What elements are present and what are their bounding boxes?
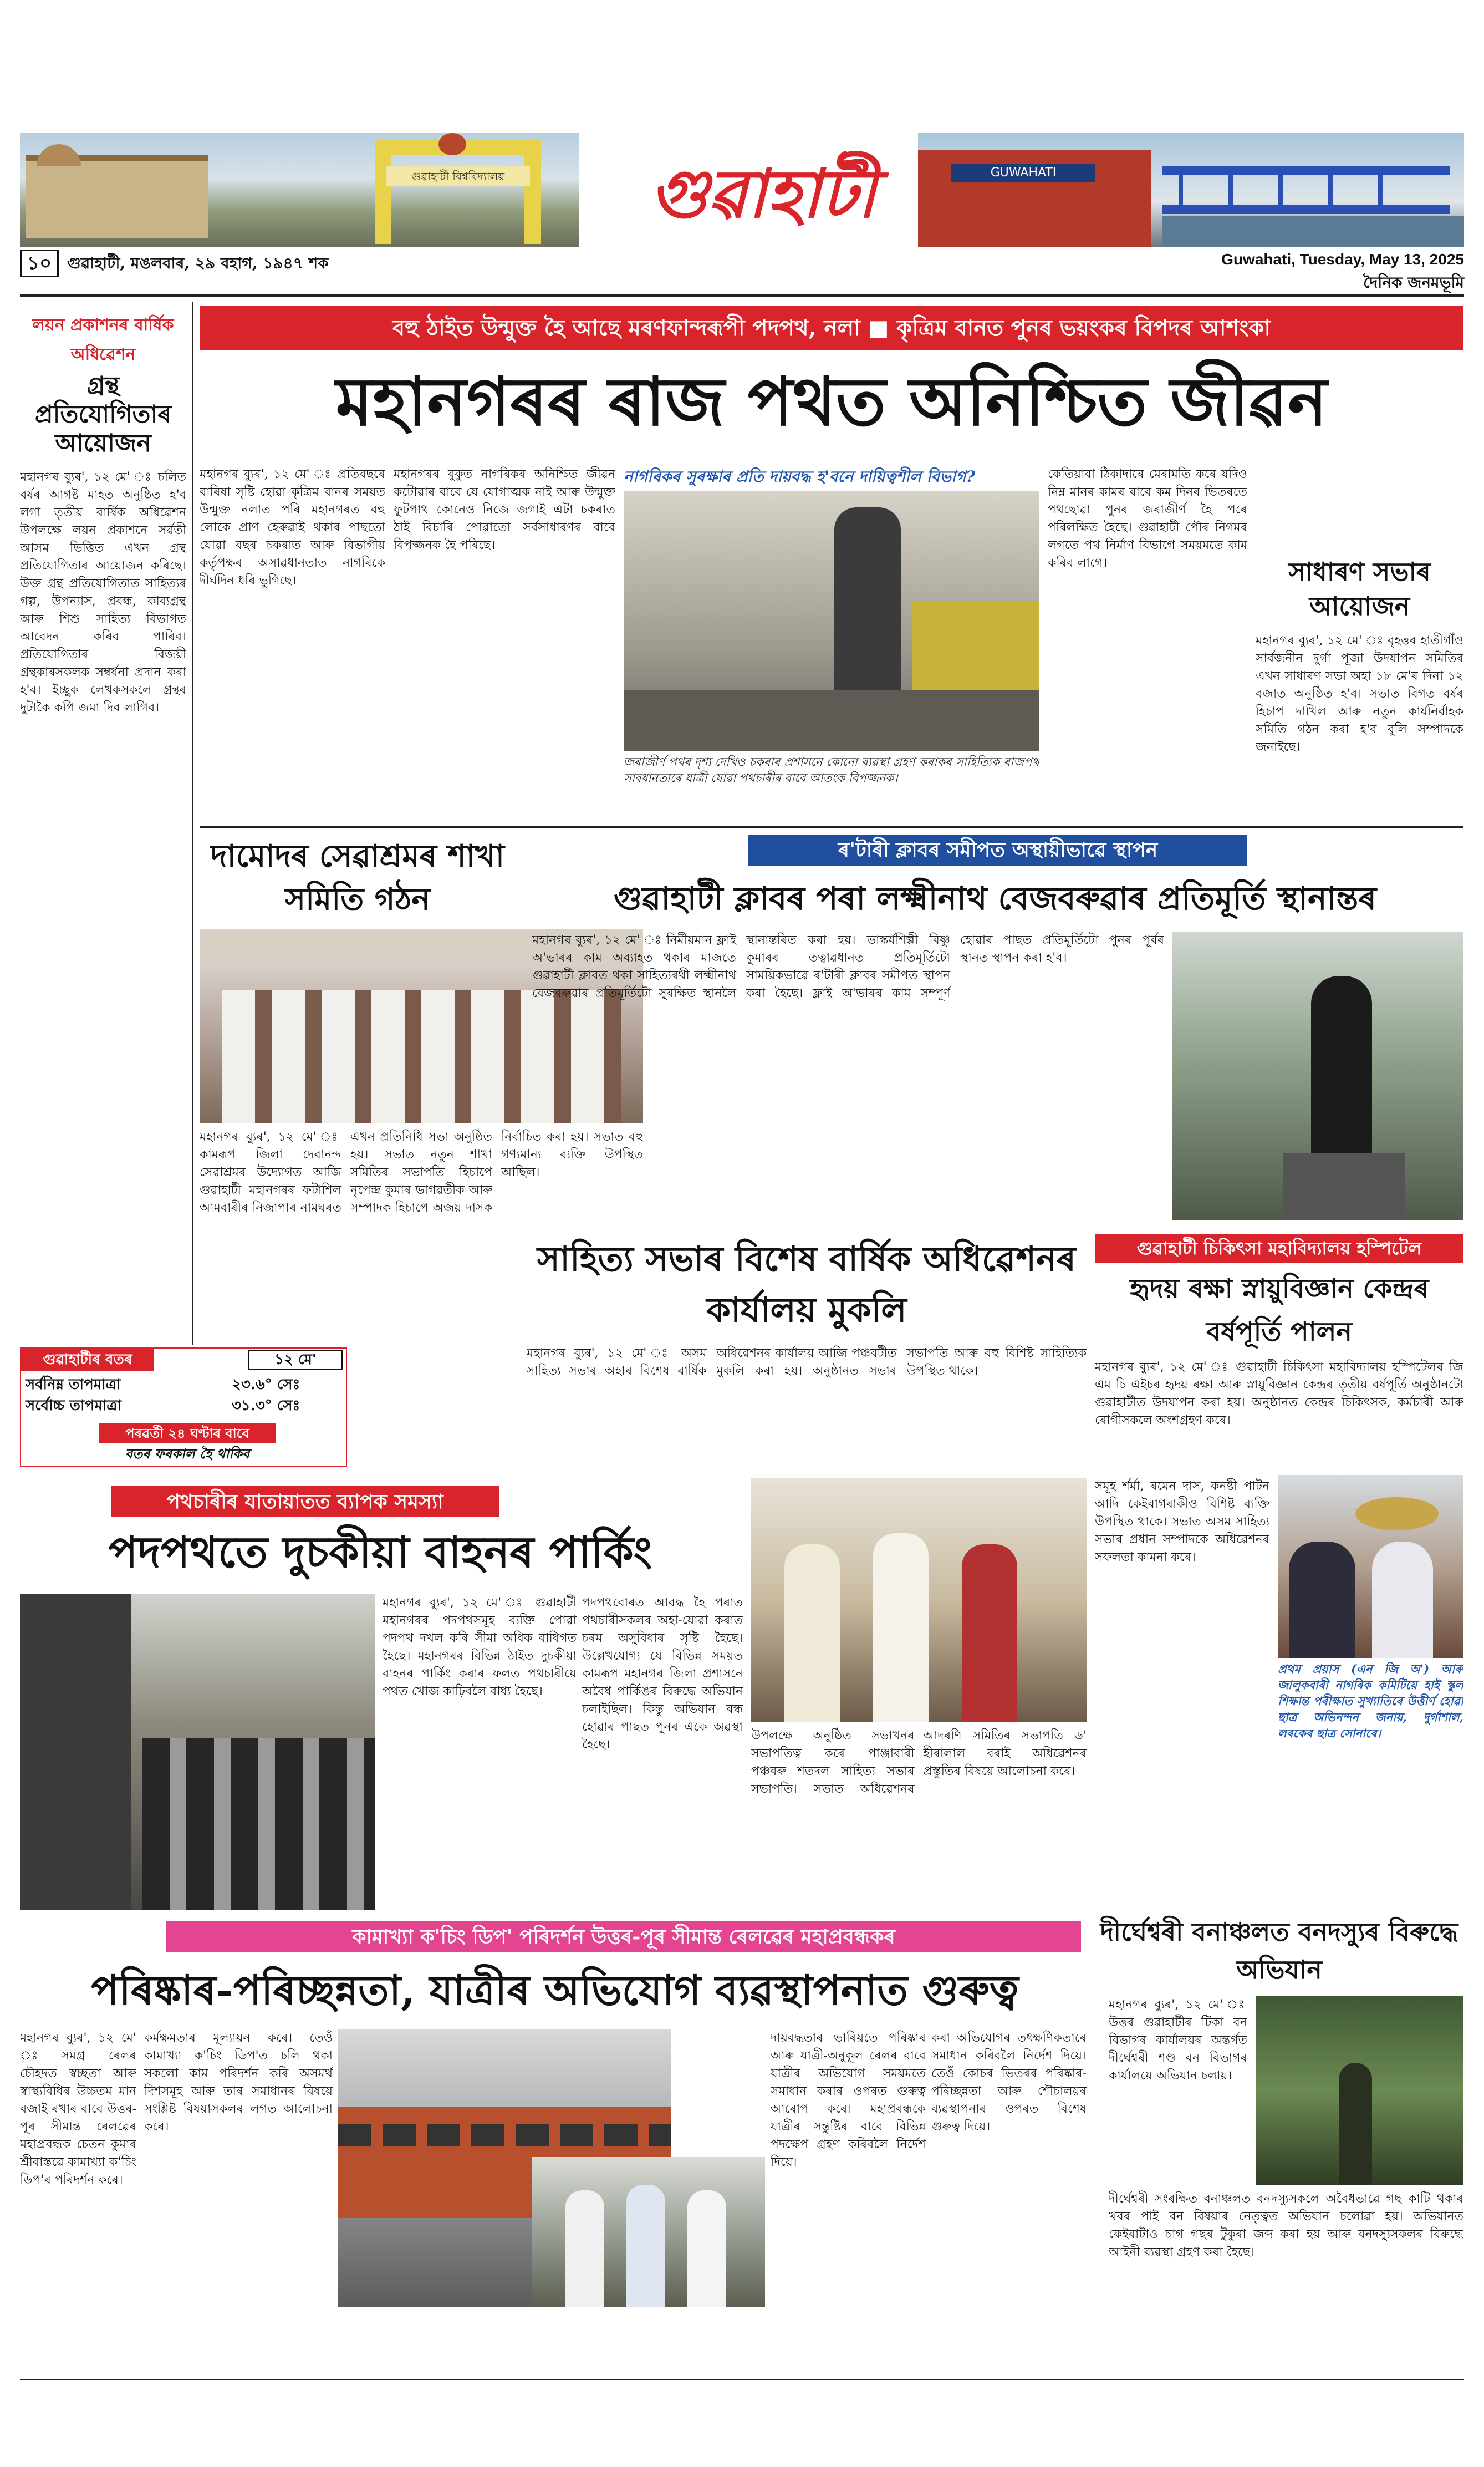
railway-body-2: কৰ্মক্ষমতাৰ মূল্যায়ন কৰে। তেওঁ কামাখ্যা ক'চিং ডিপ'ত চলি থকা সকলো কাম পৰিদৰ্শন কৰি অসমৰ্থ দিশসমূহ আৰু তাৰ সমাধানৰ বিষয়ে সংশ্লিষ্ট বিষয়াসকলৰ লগত আলোচনা কৰে। <box>144 2031 333 2134</box>
paper-name: দৈনিক জনমভূমি <box>1363 273 1464 292</box>
left-headline: গ্ৰন্থ প্ৰতিযোগিতাৰ আয়োজন <box>34 372 172 457</box>
meeting-headline: সাধাৰণ সভাৰ আয়োজন <box>1288 557 1431 621</box>
traffic-body-1: মহানগৰ ব্যুৰ', ১২ মে' ঃ গুৱাহাটী মহানগৰৰ পদপথসমূহ ব্যক্তি পোৱা পদপথ দখল কৰি সীমা অধিক বাধিগত হৈছে। মহানগৰৰ বিভিন্ন ঠাইত দুচকীয়া বাহনৰ পাৰ্কিং কৰাৰ ফলত পথচাৰীয়ে পথত খোজ কাঢ়িবলৈ বাধ্য হৈছে। <box>383 1596 577 1698</box>
railway-photo-officials <box>532 2157 765 2307</box>
top-banner: বহু ঠাইত উন্মুক্ত হৈ আছে মৰণফান্দৰূপী পদপথ, নলা ■ কৃত্ৰিম বানত পুনৰ ভয়ংকৰ বিপদৰ আশংকা <box>200 306 1463 350</box>
traffic-body-2: পদপথবোৰত আবদ্ধ হৈ পৰাত পথচাৰীসকলৰ অহা-যোৱা কৰাত চৰম অসুবিধাৰ সৃষ্টি হৈছে। উল্লেখযোগ্য যে বিভিন্ন সময়ত কামৰূপ মহানগৰ জিলা প্ৰশাসনে অবৈধ পাৰ্কিঙৰ বিৰুদ্ধে অভিযান চলাইছিল। কিন্তু অভিযান বন্ধ হোৱাৰ পাছত পুনৰ একে অৱস্থা হৈছে। <box>582 1596 743 1752</box>
masthead-gate-photo <box>20 133 579 247</box>
weather-max-label: সৰ্বোচ্চ তাপমাত্ৰা <box>26 1397 121 1414</box>
weather-min-label: সৰ্বনিম্ন তাপমাত্ৰা <box>26 1376 121 1393</box>
weather-title: গুৱাহাটীৰ বতৰ <box>21 1349 154 1371</box>
weather-date: ১২ মে' <box>248 1350 343 1370</box>
hospital-photo <box>1278 1475 1463 1658</box>
masthead <box>20 133 1464 299</box>
weather-max-value: ৩১.৩° সেঃ <box>232 1397 300 1414</box>
masthead-rule <box>20 294 1464 297</box>
railway-headline: পৰিষ্কাৰ-পৰিচ্ছন্নতা, যাত্ৰীৰ অভিযোগ ব্যৱস্থাপনাত গুৰুত্ব <box>91 1967 1019 2015</box>
hospital-headline: হৃদয় ৰক্ষা স্নায়ুবিজ্ঞান কেন্দ্ৰৰ বৰ্ষপূৰ্তি পালন <box>1129 1273 1429 1347</box>
club-tag: ৰ'টাৰী ক্লাবৰ সমীপত অস্থায়ীভাৱে স্থাপন <box>748 835 1247 866</box>
traffic-headline: পদপথতে দুচকীয়া বাহনৰ পাৰ্কিং <box>108 1527 652 1578</box>
forest-body-2: দীৰ্ঘেশ্বৰী সংৰক্ষিত বনাঞ্চলত বনদস্যুসকলে অবৈধভাৱে গছ কাটি থকাৰ খবৰ পাই বন বিষয়াৰ নেতৃত্বত অভিযান চলোৱা হয়। অভিযানত কেইবাটাও চাগ গছৰ টুকুৰা জব্দ কৰা হয় আৰু বনদস্যুসকলৰ বিৰুদ্ধে আইনী ব্যৱস্থা গ্ৰহণ কৰা হৈছে। <box>1109 2192 1463 2259</box>
lead-rule <box>200 826 1463 828</box>
traffic-photo <box>20 1594 375 1910</box>
hospital-caption: প্ৰথম প্ৰয়াস (এন জি অ') আৰু জালুকবাৰী নাগৰিক কমিটিয়ে হাই স্কুল শিক্ষান্ত পৰীক্ষাত সুখ্যাতিৰে উত্তীৰ্ণ হোৱা ছাত্ৰ অভিনন্দন জনায়, দুৰ্গাশাল, লৰকেৰ ছাত্ৰ সোনাৰে। <box>1278 1662 1463 1740</box>
dateline: গুৱাহাটী, মঙলবাৰ, ২৯ বহাগ, ১৯৪৭ শক <box>67 254 329 272</box>
lead-kicker: নাগৰিকৰ সুৰক্ষাৰ প্ৰতি দায়বদ্ধ হ'বনে দায়িত্বশীল বিভাগ? <box>624 467 975 486</box>
station-sign: GUWAHATI <box>951 164 1095 182</box>
weather-forecast: বতৰ ফৰকাল হৈ থাকিব <box>125 1446 250 1462</box>
railway-body-3: দায়বদ্ধতাৰ ভাৰিয়তে পৰিষ্কাৰ আৰু যাত্ৰী-অনুকূল ৰেলৰ বাবে যাত্ৰীৰ অভিযোগ সময়মতে সমাধান কৰাৰ ওপৰত গুৰুত্ব আৰোপ কৰে। মহাপ্ৰবন্ধকে যাত্ৰীৰ সন্তুষ্টিৰ বাবে বিভিন্ন পদক্ষেপ গ্ৰহণ কৰিবলৈ নিৰ্দেশ দিয়ে। <box>771 2031 926 2169</box>
forest-photo <box>1256 1996 1463 2185</box>
left-body: মহানগৰ ব্যুৰ', ১২ মে' ঃ চলিত বৰ্ষৰ আগষ্ট মাহত অনুষ্ঠিত হ'ব লগা তৃতীয় বাৰ্ষিক অধিৱেশন উপলক্ষে লয়ন প্ৰকাশনে সৰ্ৱতী আসম ভিত্তিত এখন গ্ৰন্থ প্ৰতিযোগিতাৰ আয়োজন কৰিছে। উক্ত গ্ৰন্থ প্ৰতিযোগিতাত সাহিত্যৰ গল্প, উপন্যাস, প্ৰবন্ধ, কাব্যগ্ৰন্থ আৰু শিশু সাহিত্য বিভাগত আবেদন কৰিব পাৰিব। প্ৰতিযোগিতাৰ বিজয়ী গ্ৰন্থকাৰসকলক সম্বৰ্ধনা প্ৰদান কৰা হ'ব। ইচ্ছুক লেখকসকলে গ্ৰন্থৰ দুটাকৈ কপি জমা দিব লাগিব। <box>20 470 186 715</box>
left-kicker: লয়ন প্ৰকাশনৰ বাৰ্ষিক অধিৱেশন <box>20 311 186 372</box>
masthead-station-photo <box>918 133 1464 247</box>
hospital-body: মহানগৰ ব্যুৰ', ১২ মে' ঃ গুৱাহাটী চিকিৎসা মহাবিদ্যালয় হস্পিটেলৰ জি এম চি এইচৰ হৃদয় ৰক্ষা আৰু স্নায়ুবিজ্ঞান কেন্দ্ৰৰ তৃতীয় বৰ্ষপূৰ্তি অনুষ্ঠানটো গুৱাহাটীত উদযাপন কৰা হয়। অনুষ্ঠানত কেন্দ্ৰৰ চিকিৎসক, কৰ্মচাৰী আৰু ৰোগীসকলে অংশগ্ৰহণ কৰে। <box>1095 1360 1463 1427</box>
lead-photo <box>624 491 1039 751</box>
weather-min-value: ২৩.৬° সেঃ <box>232 1376 300 1393</box>
lead-body-3: কেতিয়াবা ঠিকাদাৰে মেৰামতি কৰে যদিও নিম্ন মানৰ কামৰ বাবে কম দিনৰ ভিতৰতে পথছোৱা পুনৰ জৰাজীৰ্ণ হৈ পৰে পৰিলক্ষিত হৈছে। গুৱাহাটী পৌৰ নিগমৰ লগতে পথ নিৰ্মাণ বিভাগে সময়মতে কাম কৰিব লাগে। <box>1048 467 1247 570</box>
railway-body-1: মহানগৰ ব্যুৰ', ১২ মে' ঃ সমগ্ৰ ৰেলৰ চৌহদত স্বচ্ছতা আৰু স্বাস্থ্যবিধিৰ উচ্চতম মান বজাই ৰখাৰ বাবে উত্তৰ-পূৰ সীমান্ত ৰেলৱেৰ মহাপ্ৰবন্ধক চেতন কুমাৰ শ্ৰীবাস্তৱে কামাখ্যা ক'চিং ডিপ'ৰ পৰিদৰ্শন কৰে। <box>20 2031 136 2187</box>
sahitya-photo <box>751 1478 1087 1722</box>
railway-tag: কামাখ্যা ক'চিং ডিপ' পৰিদৰ্শন উত্তৰ-পূৰ সীমান্ত ৰেলৱেৰ মহাপ্ৰবন্ধকৰ <box>166 1921 1081 1952</box>
damodar-body: মহানগৰ ব্যুৰ', ১২ মে' ঃ কামৰূপ জিলা দেবানন্দ সেৱাশ্ৰমৰ উদ্যোগত আজি গুৱাহাটী মহানগৰৰ ফটাশিল আমবাৰীৰ নিজাপাৰ নামঘৰত এখন প্ৰতিনিধি সভা অনুষ্ঠিত হয়। সভাত নতুন শাখা সমিতিৰ সভাপতি হিচাপে নৃপেন্দ্ৰ কুমাৰ ভাগৱতীক আৰু সম্পাদক হিচাপে অজয় দাসক নিৰ্বাচিত কৰা হয়। সভাত বহু গণ্যমান্য ব্যক্তি উপস্থিত আছিল। <box>200 1130 643 1215</box>
damodar-headline: দামোদৰ সেৱাশ্ৰমৰ শাখা সমিতি গঠন <box>211 838 504 918</box>
sahitya-headline: সাহিত্য সভাৰ বিশেষ বাৰ্ষিক অধিৱেশনৰ কাৰ্যালয় মুকলি <box>537 1239 1076 1330</box>
gate-sign: গুৱাহাটী বিশ্ববিদ্যালয় <box>386 166 530 186</box>
railway-body-4: কৰা অভিযোগৰ তৎক্ষণিকতাৰে সমাধান কৰিবলৈ নিৰ্দেশ দিয়ে। তেওঁ কোচৰ ভিতৰৰ পৰিষ্কাৰ-পৰিচ্ছন্নতা আৰু শৌচালয়ৰ ব্যৱস্থাপনাৰ ওপৰত বিশেষ গুৰুত্ব দিয়ে। <box>931 2031 1087 2134</box>
weather-box <box>20 1347 347 1467</box>
club-photo <box>1172 932 1463 1220</box>
page-number: ১০ <box>20 250 59 277</box>
forest-body-1: মহানগৰ ব্যুৰ', ১২ মে' ঃ উত্তৰ গুৱাহাটীৰ টিকা বন বিভাগৰ কাৰ্যালয়ৰ অন্তৰ্গত দীৰ্ঘেশ্বৰী শণ্ড বন বিভাগৰ কাৰ্যালয়ে অভিযান চলায়। <box>1109 1998 1247 2083</box>
lead-headline: মহানগৰৰ ৰাজ পথত অনিশ্চিত জীৱন <box>335 363 1328 441</box>
sahitya-body-3: সমূহ ৰ্শৰ্মা, ৰমেন দাস, কনষ্টী পাটন আদি কেইবাগৰাকীও বিশিষ্ট ব্যক্তি উপস্থিত থাকে। সভাত অসম সাহিত্য সভাৰ প্ৰধান সম্পাদকে অধিৱেশনৰ সফলতা কামনা কৰে। <box>1095 1479 1269 1564</box>
club-body: মহানগৰ ব্যুৰ', ১২ মে' ঃ নিৰ্মীয়মান ফ্লাই অ'ভাৰৰ কাম অব্যাহত থকাৰ মাজতে গুৱাহাটী ক্লাবত থকা সাহিত্যৰথী লক্ষ্মীনাথ বেজবৰুৱাৰ প্ৰতিমূৰ্তিটো সুৰক্ষিত স্থানলৈ স্থানান্তৰিত কৰা হয়। ভাস্কৰ্যশিল্পী বিষ্ণু কুমাৰৰ তত্বাৱধানত প্ৰতিমূৰ্তিটো সাময়িকভাৱে ৰ'টাৰী ক্লাবৰ সমীপত স্থাপন কৰা হৈছে। ফ্লাই অ'ভাৰৰ কাম সম্পূৰ্ণ হোৱাৰ পাছত প্ৰতিমূৰ্তিটো পুনৰ পূৰ্বৰ স্থানত স্থাপন কৰা হ'ব। <box>532 933 1164 1000</box>
lead-caption: জৰাজীৰ্ণ পথৰ দৃশ্য দেখিও চকৰাৰ প্ৰশাসনে কোনো ব্যৱস্থা গ্ৰহণ কৰাকৰ সাহিত্যিক ৰাজপথ সাবধানতাৰে যাত্ৰী যোৱা পথচাৰীৰ বাবে আতংক বিপজ্জনক। <box>624 755 1039 785</box>
col-rule-bottom <box>20 2379 1464 2380</box>
hospital-tag: গুৱাহাটী চিকিৎসা মহাবিদ্যালয় হস্পিটেল <box>1095 1234 1463 1263</box>
sahitya-body-2: উপলক্ষে অনুষ্ঠিত সভাখনৰ সভাপতিত্ব কৰে পাঞ্জাবাৰী পঞ্চবৰু শতদল সাহিত্য সভাৰ সভাপতি। সভাত অধিৱেশনৰ আদৰণি সমিতিৰ সভাপতি ড' হীৰালাল বৰাই অধিৱেশনৰ প্ৰস্তুতিৰ বিষয়ে আলোচনা কৰে। <box>751 1729 1087 1796</box>
meeting-body: মহানগৰ ব্যুৰ', ১২ মে' ঃ বৃহত্তৰ হাতীগাঁও সাৰ্বজনীন দুৰ্গা পূজা উদযাপন সমিতিৰ এখন সাধাৰণ সভা অহা ১৮ মে'ৰ দিনা ১২ বজাত অনুষ্ঠিত হ'ব। সভাত বিগত বৰ্ষৰ হিচাপ দাখিল আৰু নতুন কাৰ্যনিৰ্বাহক সমিতি গঠন কৰা হ'ব বুলি সম্পাদকে জনাইছে। <box>1256 634 1463 754</box>
forest-headline: দীৰ্ঘেশ্বৰী বনাঞ্চলত বনদস্যুৰ বিৰুদ্ধে অভিযান <box>1100 1917 1458 1985</box>
english-date: Guwahati, Tuesday, May 13, 2025 <box>1221 251 1464 268</box>
sahitya-body-1: মহানগৰ ব্যুৰ', ১২ মে' ঃ অসম সাহিত্য সভাৰ অহাৰ বিশেষ বাৰ্ষিক অধিৱেশনৰ কাৰ্যালয় আজি পঞ্চবটীত মুকলি কৰা হয়। অনুষ্ঠানত সভাৰ সভাপতি আৰু বহু বিশিষ্ট সাহিত্যিক উপস্থিত থাকে। <box>527 1346 1087 1378</box>
traffic-tag: পথচাৰীৰ যাতায়াতত ব্যাপক সমস্যা <box>111 1486 499 1517</box>
lead-body-1: মহানগৰ ব্যুৰ', ১২ মে' ঃ প্ৰতিবছৰে বাৰিষা সৃষ্টি হোৱা কৃত্ৰিম বানৰ সময়ত উন্মুক্ত নলাত পৰি মহানগৰত বহু লোকে প্ৰাণ হেৰুৱাই থকাৰ পাছতো যোৱা বছৰ চকৰাত আৰু বিভাগীয় কৰ্তৃপক্ষৰ অসাৱধানতাত নাগৰিকে দীৰ্ঘদিন ধৰি ভুগিছে। <box>200 467 385 588</box>
col-rule-left <box>192 302 193 1345</box>
masthead-title: গুৱাহাটী <box>649 155 876 233</box>
lead-body-2: মহানগৰৰ বুকুত নাগৰিকৰ অনিশ্চিত জীৱন কটোৱাৰ বাবে যে যোগাত্মক নাই আৰু উন্মুক্ত ফুটপাথ কোনেও নিজে জগাই এটা চকৰাত ঠাই বিচাৰি পোৱাতো সৰ্বসাধাৰণৰ বাবে বিপজ্জনক হৈ পৰিছে। <box>394 467 615 552</box>
club-headline: গুৱাহাটী ক্লাবৰ পৰা লক্ষ্মীনাথ বেজবৰুৱাৰ প্ৰতিমূৰ্তি স্থানান্তৰ <box>613 879 1377 917</box>
weather-forecast-tag: পৰৱৰ্তী ২৪ ঘণ্টাৰ বাবে <box>99 1423 276 1443</box>
